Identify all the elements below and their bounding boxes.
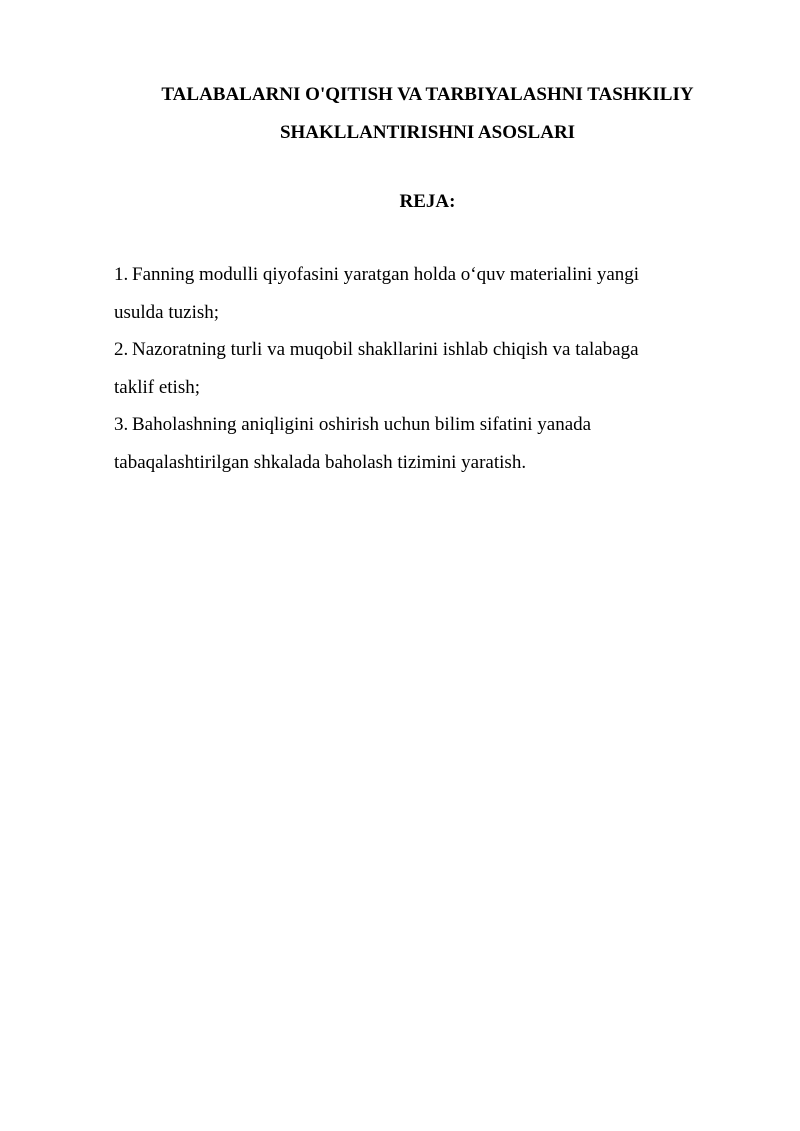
plan-heading: REJA: <box>399 191 456 212</box>
plan-item-continuation: taklif etish; <box>114 376 201 398</box>
plan-item-continuation: usulda tuzish; <box>114 301 220 323</box>
plan-item <box>114 331 714 406</box>
plan-item-line <box>114 406 714 444</box>
plan-item-number: 2. <box>114 339 129 360</box>
plan-item-number: 3. <box>114 414 129 435</box>
plan-item-line <box>114 256 714 294</box>
document-title-line-2: SHAKLLANTIRISHNI ASOSLARI <box>279 122 576 143</box>
plan-item <box>114 406 714 481</box>
plan-item-text: Fanning modulli qiyofasini yaratgan holda o‘quv materialini yangi <box>132 264 640 285</box>
document-title <box>100 76 755 152</box>
plan-item-continuation: tabaqalashtirilgan shkalada baholash tizimini yaratish. <box>114 451 527 473</box>
document-title-line-1: TALABALARNI O'QITISH VA TARBIYALASHNI TASHKILIY <box>161 84 694 105</box>
plan-item-text: Baholashning aniqligini oshirish uchun bilim sifatini yanada <box>132 414 592 435</box>
plan-item <box>114 256 714 331</box>
plan-item-text: Nazoratning turli va muqobil shakllarini ishlab chiqish va talabaga <box>132 339 639 360</box>
plan-item-number: 1. <box>114 264 129 285</box>
plan-list <box>114 256 714 481</box>
plan-item-line <box>114 331 714 369</box>
